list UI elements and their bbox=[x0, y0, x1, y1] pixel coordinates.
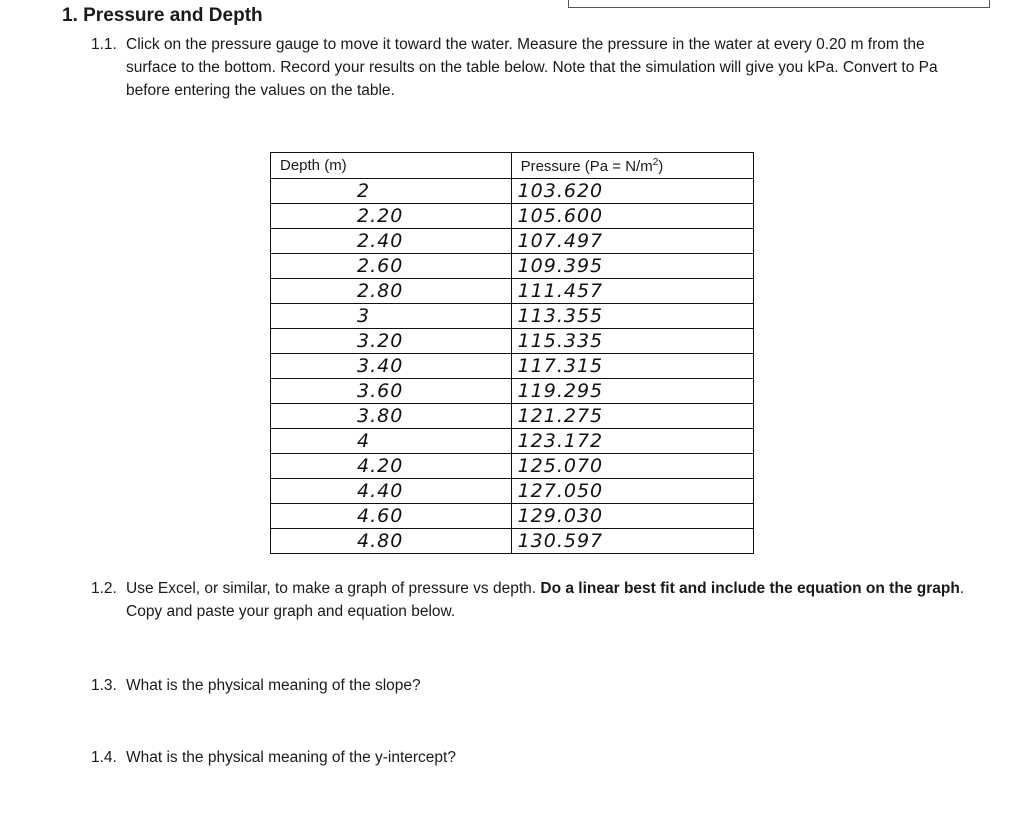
pressure-value: 117.315 bbox=[517, 355, 604, 377]
pressure-cell bbox=[511, 479, 753, 504]
section-title: 1. Pressure and Depth bbox=[62, 5, 263, 26]
question-text-bold: Do a linear best fit and include the equation on the graph bbox=[540, 580, 960, 597]
depth-cell bbox=[271, 329, 512, 354]
depth-cell bbox=[271, 429, 512, 454]
pressure-cell bbox=[511, 229, 753, 254]
depth-value: 3.80 bbox=[357, 405, 404, 427]
depth-value: 3 bbox=[357, 305, 371, 327]
pressure-value: 125.070 bbox=[517, 455, 604, 477]
depth-value: 2.60 bbox=[357, 255, 404, 277]
pressure-cell bbox=[511, 179, 753, 204]
depth-value: 3.40 bbox=[357, 355, 404, 377]
depth-column-header: Depth (m) bbox=[271, 153, 512, 179]
table-row bbox=[271, 504, 754, 529]
pressure-value: 130.597 bbox=[517, 530, 604, 552]
table-row bbox=[271, 254, 754, 279]
table-row bbox=[271, 454, 754, 479]
depth-cell bbox=[271, 479, 512, 504]
depth-cell bbox=[271, 204, 512, 229]
table-row bbox=[271, 329, 754, 354]
depth-value: 3.60 bbox=[357, 380, 404, 402]
pressure-column-header bbox=[511, 153, 753, 179]
depth-cell bbox=[271, 229, 512, 254]
pressure-header-close: ) bbox=[658, 157, 664, 175]
pressure-value: 105.600 bbox=[517, 205, 604, 227]
depth-value: 4.80 bbox=[357, 530, 404, 552]
table-row bbox=[271, 429, 754, 454]
table-body bbox=[271, 179, 754, 554]
answer-box bbox=[568, 0, 990, 8]
question-text bbox=[126, 577, 971, 623]
pressure-value: 103.620 bbox=[517, 180, 604, 202]
pressure-cell bbox=[511, 329, 753, 354]
question-1-4 bbox=[91, 746, 691, 769]
pressure-cell bbox=[511, 354, 753, 379]
pressure-cell bbox=[511, 454, 753, 479]
depth-cell bbox=[271, 404, 512, 429]
pressure-value: 121.275 bbox=[517, 405, 604, 427]
table-row bbox=[271, 179, 754, 204]
question-number: 1.2. bbox=[91, 580, 117, 597]
depth-value: 2.40 bbox=[357, 230, 404, 252]
pressure-value: 115.335 bbox=[517, 330, 604, 352]
depth-value: 2.20 bbox=[357, 205, 404, 227]
depth-cell bbox=[271, 379, 512, 404]
depth-value: 4.60 bbox=[357, 505, 404, 527]
pressure-cell bbox=[511, 254, 753, 279]
pressure-value: 111.457 bbox=[517, 280, 604, 302]
depth-cell bbox=[271, 254, 512, 279]
question-text: Click on the pressure gauge to move it toward the water. Measure the pressure in the water at every 0.20 m from the surface to the bottom. Record your results on the table below. Note that the simulation will give you kPa. Convert to Pa before entering the values on the table. bbox=[126, 36, 938, 99]
question-text-plain-end: . Copy and paste your graph and equation below. bbox=[126, 580, 965, 620]
depth-cell bbox=[271, 529, 512, 554]
pressure-value: 107.497 bbox=[517, 230, 604, 252]
table-row bbox=[271, 204, 754, 229]
pressure-value: 113.355 bbox=[517, 305, 604, 327]
depth-cell bbox=[271, 454, 512, 479]
pressure-cell bbox=[511, 279, 753, 304]
pressure-cell bbox=[511, 204, 753, 229]
table-row bbox=[271, 354, 754, 379]
depth-value: 2.80 bbox=[357, 280, 404, 302]
depth-value: 4.40 bbox=[357, 480, 404, 502]
depth-cell bbox=[271, 504, 512, 529]
depth-value: 4 bbox=[357, 430, 371, 452]
pressure-cell bbox=[511, 379, 753, 404]
question-1-1 bbox=[91, 33, 951, 102]
pressure-cell bbox=[511, 429, 753, 454]
pressure-value: 119.295 bbox=[517, 380, 604, 402]
pressure-cell bbox=[511, 304, 753, 329]
pressure-header-sup: 2 bbox=[652, 156, 659, 168]
pressure-value: 129.030 bbox=[517, 505, 604, 527]
table-row bbox=[271, 529, 754, 554]
depth-cell bbox=[271, 354, 512, 379]
pressure-cell bbox=[511, 504, 753, 529]
depth-value: 3.20 bbox=[357, 330, 404, 352]
depth-cell bbox=[271, 279, 512, 304]
depth-cell bbox=[271, 179, 512, 204]
question-1-2 bbox=[91, 577, 971, 623]
table-row bbox=[271, 279, 754, 304]
pressure-value: 127.050 bbox=[517, 480, 604, 502]
pressure-depth-table bbox=[270, 152, 754, 554]
question-text-plain: Use Excel, or similar, to make a graph of pressure vs depth. bbox=[126, 580, 541, 597]
pressure-value: 123.172 bbox=[517, 430, 604, 452]
depth-cell bbox=[271, 304, 512, 329]
question-number: 1.1. bbox=[91, 36, 117, 53]
table-row bbox=[271, 379, 754, 404]
question-1-3 bbox=[91, 674, 691, 697]
pressure-value: 109.395 bbox=[517, 255, 604, 277]
question-text: What is the physical meaning of the slope? bbox=[126, 677, 421, 694]
question-text: What is the physical meaning of the y-intercept? bbox=[126, 749, 456, 766]
table-header-row bbox=[271, 153, 754, 179]
table-row bbox=[271, 229, 754, 254]
pressure-cell bbox=[511, 404, 753, 429]
pressure-cell bbox=[511, 529, 753, 554]
table-row bbox=[271, 304, 754, 329]
table-row bbox=[271, 479, 754, 504]
pressure-header-text: Pressure (Pa = N/m bbox=[520, 157, 653, 175]
depth-value: 4.20 bbox=[357, 455, 404, 477]
question-number: 1.4. bbox=[91, 749, 117, 766]
table-row bbox=[271, 404, 754, 429]
question-number: 1.3. bbox=[91, 677, 117, 694]
depth-value: 2 bbox=[357, 180, 371, 202]
